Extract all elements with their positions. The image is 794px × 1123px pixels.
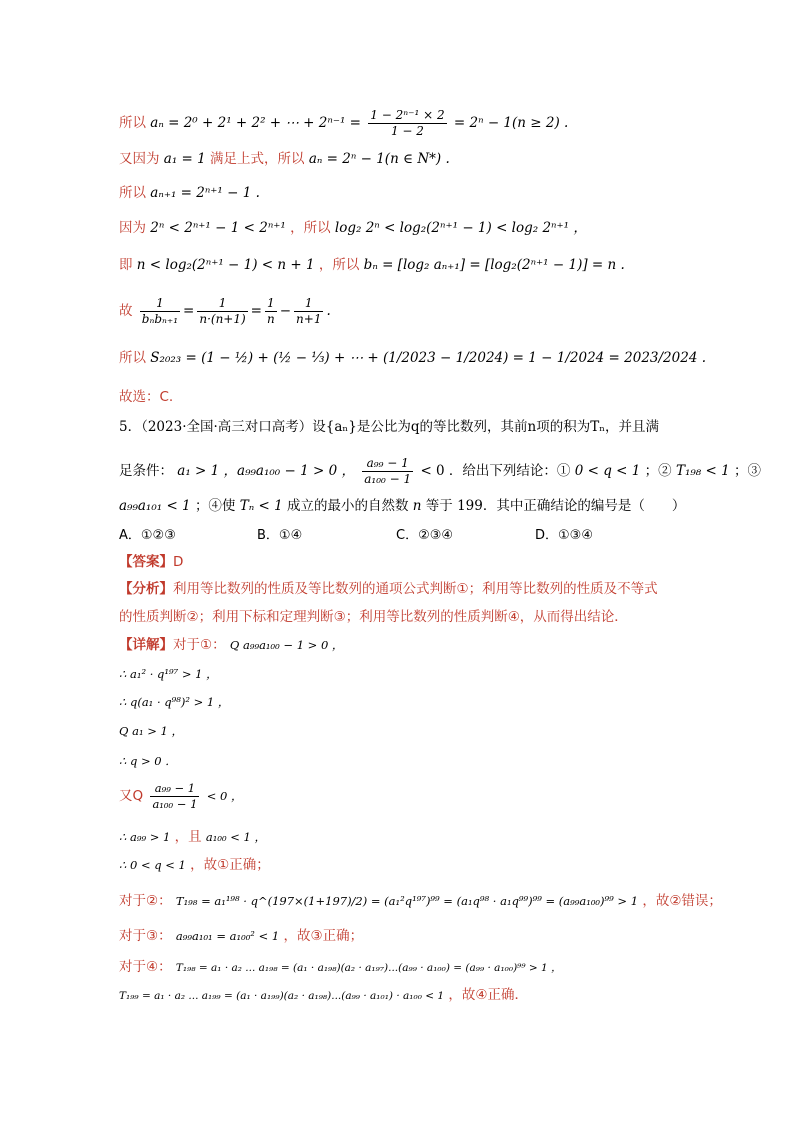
detail-line-12 [119,986,528,1005]
frac-num: 1 [140,296,180,312]
problem-source: （2023·全国·高三对口高考） [141,419,313,435]
solution-line-4 [119,219,587,237]
detail-line-3: ∴ q(a₁ · q⁹⁸)² > 1 ， [119,695,230,709]
text-so: 所以 [119,115,146,131]
text-so: 所以 [119,185,146,201]
problem-text: 成立的最小的自然数 [287,498,409,514]
solution-line-6: 故 $\frac{1}{\text{bₙbₙ₊₁}}$ = $\frac{1}{n\cdot(n+1)}$ = $\frac{1}{n}$ − $\frac{1}{n+1}$ . [119,296,331,326]
conclusion-1: 0 < q < 1 [574,463,641,479]
detail-text: ，故②错误； [642,893,722,909]
frac-den: bₙbₙ₊₁ [141,312,179,326]
detail-line-2: ∴ a₁² · q¹⁹⁷ > 1 ， [119,667,218,681]
detail-text: ，故③正确； [283,928,364,944]
detail-line-4: Q a₁ > 1 ， [119,724,183,738]
analysis-tag: 【分析】 [119,581,173,597]
formula-sum-s2023: S₂₀₂₃ = (1 − ½) + (½ − ⅓) + ⋯ + (1/2023 − 1/2024) = 1 − 1/2024 = 2023/2024 . [150,350,706,366]
problem-text: 设{aₙ}是公比为q的等比数列，其前n项的积为Tₙ，并且满 [312,419,660,435]
problem-text: ；④使 [194,498,236,514]
analysis-text: 利用等比数列的性质及等比数列的通项公式判断①；利用等比数列的性质及不等式 [173,581,658,597]
problem-text: 等于 199．其中正确结论的编号是（ ） [425,498,686,514]
detail-text: ，故④正确． [448,987,528,1003]
formula-log-inequality: log₂ 2ⁿ < log₂(2ⁿ⁺¹ − 1) < log₂ 2ⁿ⁺¹ ， [334,220,587,236]
solution-line-7 [119,349,706,367]
fraction-2 [197,296,247,327]
formula-a1: a₁ = 1 [163,151,206,167]
fraction-geometric [368,108,446,139]
fraction-4 [294,296,323,327]
analysis-line-1 [119,580,658,598]
detail-text: ，故①正确； [190,857,270,873]
detail-formula: a₉₉a₁₀₁ = a₁₀₀² < 1 [175,929,280,943]
frac-num: 1 [265,296,277,312]
detail-line-7 [119,828,266,846]
frac-den: a₁₀₀ − 1 [152,797,198,811]
conclusion-2: T₁₉₈ < 1 [675,463,730,479]
detail-text: ，且 [174,829,202,845]
detail-line-5: ∴ q > 0 ． [119,754,177,768]
formula-an1: aₙ₊₁ = 2ⁿ⁺¹ − 1 . [150,185,260,201]
problem-number: 5． [119,419,142,435]
detail-line-10 [119,927,363,945]
detail-line-9 [119,892,722,910]
conclusion-3: a₉₉a₁₀₁ < 1 [119,498,191,514]
frac-den: n·(n+1) [199,312,246,326]
answer-line [119,553,183,571]
text-so: ，所以 [290,220,331,236]
detail-text: 对于②： [119,893,172,909]
frac-num: 1 − 2ⁿ⁻¹ × 2 [370,108,445,122]
formula-n-bound: n < log₂(2ⁿ⁺¹ − 1) < n + 1 [136,257,315,273]
solution-line-2 [119,150,450,168]
answer-tag: 【答案】 [119,554,173,570]
fraction-condition [362,456,413,487]
option-d: D．①③④ [535,528,593,543]
variable-n: n [412,498,422,514]
fraction-detail [150,781,199,812]
detail-formula: Q a₉₉a₁₀₀ − 1 > 0 ， [229,638,344,652]
formula-bn: bₙ = [log₂ aₙ₊₁] = [log₂(2ⁿ⁺¹ − 1)] = n . [363,257,625,273]
solution-line-5 [119,256,625,274]
text-hence: 故 [119,303,133,319]
problem-5-line-2 [119,456,761,487]
text-also: 又因为 [119,151,160,167]
analysis-line-2: 的性质判断②；利用下标和定理判断③；利用等比数列的性质判断④，从而得出结论． [119,609,628,625]
detail-formula: T₁₉₉ = a₁ · a₂ ... a₁₉₉ = (a₁ · a₁₉₉)(a₂ · a₁₉₈)...(a₉₉ · a₁₀₁) · a₁₀₀ < 1 [119,990,445,1002]
frac-num: 1 [294,296,323,312]
detail-formula: a₁₀₀ < 1 ， [205,830,267,844]
detail-formula: ∴ 0 < q < 1 [119,858,186,872]
detail-line-11 [119,958,562,977]
detail-text: 对于④： [119,959,172,975]
detail-formula: T₁₉₈ = a₁ · a₂ ... a₁₉₈ = (a₁ · a₁₉₈)(a₂ · a₁₉₇)...(a₉₉ · a₁₀₀) = (a₉₉ · a₁₀₀)⁹⁹ > 1 ， [175,962,562,974]
frac-num: 1 [197,296,247,312]
problem-5-line-1 [119,418,659,436]
detail-line-8 [119,856,270,874]
detail-text: 对于①： [173,637,226,653]
option-b: B．①④ [257,528,303,543]
text-so: 所以 [119,350,146,366]
frac-den: 1 − 2 [390,124,424,138]
answer-choice-line: 故选：C. [119,389,174,405]
solution-line-1 [119,108,568,139]
text-namely: 即 [119,257,133,273]
detail-formula: T₁₉₈ = a₁¹⁹⁸ · q^(197×(1+197)/2) = (a₁²q¹⁹⁷)⁹⁹ = (a₁q⁹⁸ · a₁q⁹⁹)⁹⁹ = (a₉₉a₁₀₀)⁹⁹ > 1 [175,894,639,908]
detail-text: 又Q [119,788,144,804]
detail-line-6 [119,781,242,812]
answer-value: D [173,554,184,570]
fraction-1 [140,296,180,327]
solution-line-3 [119,184,260,202]
text-because: 因为 [119,220,146,236]
frac-num: a₉₉ − 1 [150,781,199,797]
detail-formula: < 0 ， [206,789,243,803]
problem-condition: a₁ > 1 ，a₉₉a₁₀₀ − 1 > 0 ， [177,463,355,479]
option-a: A．①②③ [119,528,176,543]
problem-text: ；② [644,463,672,479]
problem-text: ；③ [733,463,761,479]
detail-tag: 【详解】 [119,637,173,653]
frac-den: n+1 [296,312,322,326]
frac-num: a₉₉ − 1 [362,456,413,472]
detail-formula: ∴ a₉₉ > 1 [119,830,171,844]
detail-text: 对于③： [119,928,172,944]
frac-den: n [266,312,275,326]
conclusion-4: Tₙ < 1 [239,498,283,514]
formula-an-result: = 2ⁿ − 1(n ≥ 2) . [453,115,569,131]
formula-an-general: aₙ = 2ⁿ − 1(n ∈ N*) . [308,151,450,167]
problem-text: 足条件： [119,463,173,479]
frac-den: a₁₀₀ − 1 [364,472,412,486]
text-satisfies: 满足上式，所以 [210,151,305,167]
formula-an-sum: aₙ = 2⁰ + 2¹ + 2² + ⋯ + 2ⁿ⁻¹ = [150,115,361,131]
problem-text: < 0 ．给出下列结论：① [420,463,571,479]
option-c: C．②③④ [396,528,454,543]
formula-inequality: 2ⁿ < 2ⁿ⁺¹ − 1 < 2ⁿ⁺¹ [150,220,286,236]
text-so: ，所以 [318,257,360,273]
problem-5-line-3 [119,497,685,515]
fraction-3 [265,296,277,327]
detail-line-1 [119,636,343,654]
